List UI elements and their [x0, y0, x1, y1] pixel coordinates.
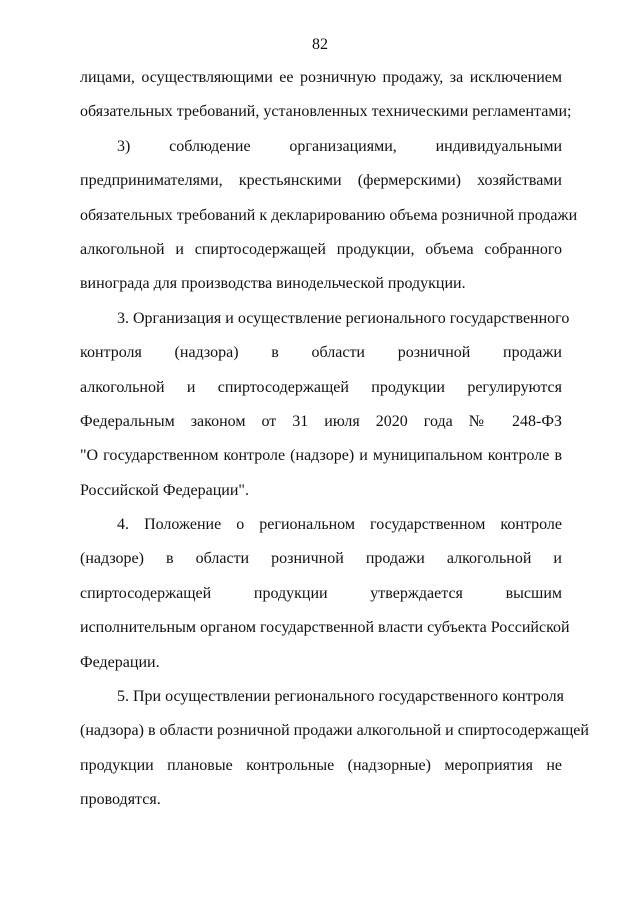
text-line: обязательных требований к декларированию объема розничной продажи — [80, 206, 578, 224]
text-line: продукции плановые контрольные (надзорные) мероприятия не — [80, 756, 562, 774]
paragraph-item-3 — [80, 130, 578, 302]
paragraph-continuation — [80, 61, 572, 130]
text-line: лицами, осуществляющими ее розничную продажу, за исключением — [80, 69, 562, 86]
text-line: проводятся. — [80, 791, 161, 809]
text-line: винограда для производства винодельческой продукции. — [80, 275, 466, 293]
text-line: Федеральным законом от 31 июля 2020 года № 248-ФЗ — [80, 412, 562, 430]
paragraph-section-3 — [80, 302, 570, 508]
text-line: 4. Положение о региональном государственном контроле — [117, 516, 562, 534]
text-line: алкогольной и спиртосодержащей продукции, объема собранного — [80, 240, 562, 258]
text-line: Федерации. — [80, 653, 160, 671]
text-line: предпринимателями, крестьянскими (фермерскими) хозяйствами — [80, 172, 562, 190]
text-line: спиртосодержащей продукции утверждается высшим — [80, 584, 562, 602]
text-line: (надзора) в области розничной продажи алкогольной и спиртосодержащей — [80, 722, 589, 740]
text-line: обязательных требований, установленных техническими регламентами; — [80, 103, 572, 121]
text-line: Российской Федерации". — [80, 481, 249, 499]
page-number: 82 — [312, 36, 328, 53]
text-line: 3) соблюдение организациями, индивидуальными — [117, 137, 562, 155]
text-line: алкогольной и спиртосодержащей продукции регулируются — [80, 378, 562, 396]
document-body — [80, 61, 589, 818]
text-line: контроля (надзора) в области розничной продажи — [80, 344, 562, 362]
text-line: 5. При осуществлении регионального государственного контроля — [117, 688, 564, 706]
text-line: исполнительным органом государственной власти субъекта Российской — [80, 619, 570, 637]
text-line: "О государственном контроле (надзоре) и муниципальном контроле в — [80, 447, 562, 465]
text-line: 3. Организация и осуществление регионального государственного — [117, 309, 570, 327]
paragraph-section-4 — [80, 508, 570, 680]
paragraph-section-5 — [80, 680, 589, 818]
text-line: (надзоре) в области розничной продажи алкогольной и — [80, 550, 562, 568]
